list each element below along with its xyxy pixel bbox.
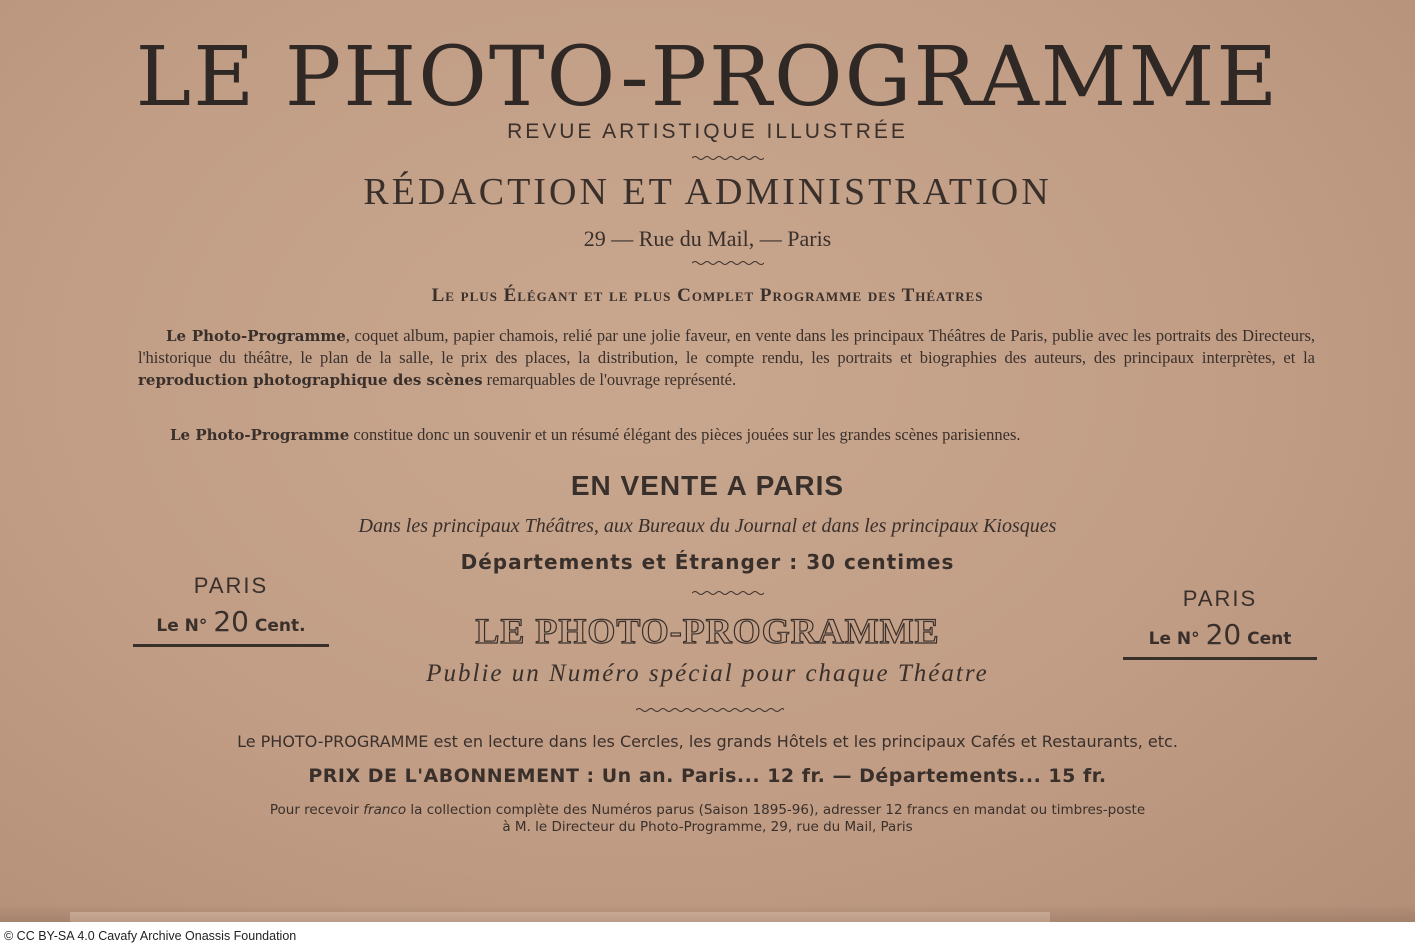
special-issue-line: Publie un Numéro spécial pour chaque Théatre xyxy=(426,660,989,687)
divider-ornament xyxy=(636,707,784,713)
description-paragraph xyxy=(138,325,1315,391)
price-value: 20 xyxy=(1205,618,1242,651)
paragraph-text: , coquet album, papier chamois, relié par une jolie faveur, en vente dans les principaux Théâtres de Paris, publie avec les portraits des Directeurs, l'historique du théâtre, le plan de la salle, le prix des places, la distribution, le compte rendu, les portraits et biographies des auteurs, des principaux interprètes, et la xyxy=(138,326,1315,367)
license-credit: © CC BY-SA 4.0 Cavafy Archive Onassis Foundation xyxy=(4,929,297,943)
sale-locations: Dans les principaux Théâtres, aux Bureaux du Journal et dans les principaux Kiosques xyxy=(358,515,1057,537)
tagline: Le plus Élégant et le plus Complet Programme des Théatres xyxy=(431,285,984,306)
price-number-label: Le N° xyxy=(1148,629,1206,649)
collection-offer xyxy=(0,802,1415,818)
divider-ornament xyxy=(692,260,764,266)
price-city: PARIS xyxy=(1182,586,1258,611)
reading-venues: Le PHOTO-PROGRAMME est en lecture dans les Cercles, les grands Hôtels et les principaux Cafés et Restaurants, etc. xyxy=(237,732,1178,751)
secondary-title: LE PHOTO-PROGRAMME xyxy=(475,611,940,651)
price-value: 20 xyxy=(213,605,249,638)
paragraph-text: remarquables de l'ouvrage représenté. xyxy=(482,370,737,389)
price-city: PARIS xyxy=(193,573,269,598)
departements-price: Départements et Étranger : 30 centimes xyxy=(460,550,955,574)
summary-paragraph xyxy=(138,424,1315,446)
collection-address: à M. le Directeur du Photo-Programme, 29, rue du Mail, Paris xyxy=(502,819,913,835)
subscription-price: PRIX DE L'ABONNEMENT : Un an. Paris... 12 fr. — Départements... 15 fr. xyxy=(308,765,1107,787)
offer-text: la collection complète des Numéros parus (Saison 1895-96), adresser 12 francs en mandat ou timbres-poste xyxy=(406,802,1146,818)
paragraph-emphasis: reproduction photographique des scènes xyxy=(138,371,483,389)
divider-ornament xyxy=(692,155,764,161)
offer-franco: franco xyxy=(363,802,407,818)
price-number-label: Le N° xyxy=(156,616,214,636)
price-unit: Cent xyxy=(1241,629,1292,649)
price-underline xyxy=(1123,657,1317,660)
paragraph-brand: Le Photo-Programme xyxy=(166,327,346,345)
price-line xyxy=(1123,618,1317,651)
offer-text: Pour recevoir xyxy=(269,802,364,818)
address: 29 — Rue du Mail, — Paris xyxy=(583,226,832,251)
price-box-right xyxy=(1123,586,1317,660)
paragraph-brand: Le Photo-Programme xyxy=(170,426,350,444)
paper-shadow xyxy=(0,904,1415,922)
paragraph-text: constitue donc un souvenir et un résumé élégant des pièces jouées sur les grandes scènes parisiennes. xyxy=(349,425,1021,444)
redaction-heading: RÉDACTION ET ADMINISTRATION xyxy=(363,171,1052,213)
price-unit: Cent. xyxy=(248,616,306,636)
en-vente-heading: EN VENTE A PARIS xyxy=(570,470,845,501)
subtitle: REVUE ARTISTIQUE ILLUSTRÉE xyxy=(507,120,908,143)
divider-ornament xyxy=(692,590,764,596)
masthead-title: LE PHOTO-PROGRAMME xyxy=(135,30,1280,125)
